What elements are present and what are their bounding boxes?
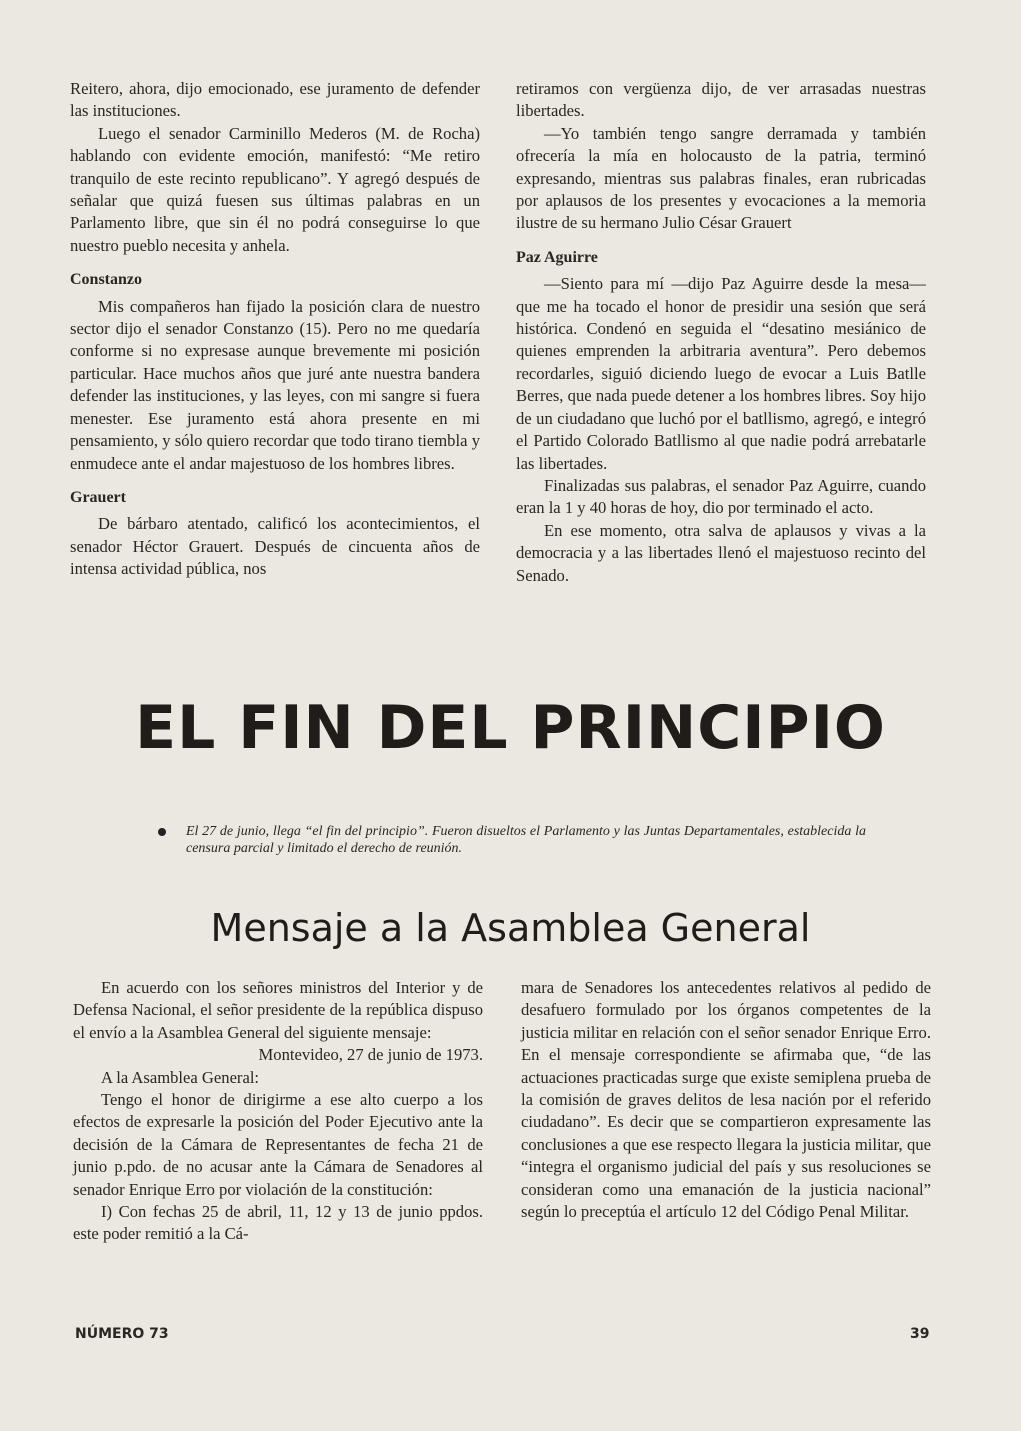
paragraph: Reitero, ahora, dijo emocionado, ese juramento de defender las instituciones. xyxy=(70,79,480,121)
letter-salutation: A la Asamblea General: xyxy=(101,1067,260,1087)
page-number: 39 xyxy=(910,1326,930,1342)
article-column-bottom-right xyxy=(521,977,931,1223)
paragraph: I) Con fechas 25 de abril, 11, 12 y 13 de junio ppdos. este poder remitió a la Cá- xyxy=(73,1202,483,1244)
section-heading-constanzo: Constanzo xyxy=(70,271,143,289)
paragraph: retiramos con vergüenza dijo, de ver arrasadas nuestras libertades. xyxy=(516,79,926,121)
section-heading-grauert: Grauert xyxy=(70,488,126,506)
paragraph: Luego el senador Carminillo Mederos (M. de Rocha) hablando con evidente emoción, manifestó: “Me retiro tranquilo de este recinto republicano”. Y agregó después de señalar que quizá fuesen sus últimas palabras en un Parlamento libre, que sin él no podrá conseguirse lo que nuestro pueblo necesita y anhela. xyxy=(70,123,480,255)
issue-number: NÚMERO 73 xyxy=(75,1326,169,1342)
paragraph: Tengo el honor de dirigirme a ese alto cuerpo a los efectos de expresarle la posición del Poder Ejecutivo ante la decisión de la Cámara de Representantes de fecha 21 de junio p.pdo. de no acusar ante la Cámara de Senadores al senador Enrique Erro por violación de la constitución: xyxy=(73,1090,483,1199)
letter-date: Montevideo, 27 de junio de 1973. xyxy=(258,1045,483,1065)
paragraph: mara de Senadores los antecedentes relativos al pedido de desafuero formulado por los órganos competentes de la justicia militar en relación con el señor senador Enrique Erro. En el mensaje correspondiente se afirmaba que, “de las actuaciones practicadas surge que existe semiplena prueba de la comisión de graves delitos de lesa nación por el referido ciudadano”. Es decir que se compartieron expresamente las conclusiones a que ese respecto llegara la justicia militar, que “integra el organismo judicial del país y sus resoluciones se consideran como una emanación de la justicia nacional” según lo preceptúa el artículo 12 del Código Penal Militar. xyxy=(521,978,931,1222)
paragraph: —Yo también tengo sangre derramada y también ofrecería la mía en holocausto de la patria, terminó expresando, mientras sus palabras finales, eran rubricadas por aplausos de los presentes y evocaciones a la memoria ilustre de su hermano Julio César Grauert xyxy=(516,123,926,233)
paragraph: Mis compañeros han fijado la posición clara de nuestro sector dijo el senador Constanzo (15). Pero no me quedaría conforme si no expresase aunque brevemente mi posición particular. Hace muchos años que juré ante nuestra bandera defender las instituciones, y las leyes, con mi sangre si fuera menester. Ese juramento está ahora presente en mi pensamiento, y sólo quiero recordar que todo tirano tiembla y enmudece ante el andar majestuoso de los hombres libres. xyxy=(70,296,480,473)
lead-summary: El 27 de junio, llega “el fin del principio”. Fueron disueltos el Parlamento y las Juntas Departamentales, establecida la censura parcial y limitado el derecho de reunión. xyxy=(186,824,866,856)
subheadline: Mensaje a la Asamblea General xyxy=(210,906,811,950)
paragraph: De bárbaro atentado, calificó los acontecimientos, el senador Héctor Grauert. Después de cincuenta años de intensa actividad pública, nos xyxy=(70,514,480,579)
article-column-top-right xyxy=(516,78,926,587)
headline: EL FIN DEL PRINCIPIO xyxy=(135,693,886,763)
article-column-top-left xyxy=(70,78,480,581)
paragraph: En ese momento, otra salva de aplausos y vivas a la democracia y a las libertades llenó el majestuoso recinto del Senado. xyxy=(516,520,926,585)
article-column-bottom-left xyxy=(73,977,483,1246)
paragraph: —Siento para mí —dijo Paz Aguirre desde la mesa— que me ha tocado el honor de presidir una sesión que será histórica. Condenó en seguida el “desatino mesiánico de quienes emprenden la arbitraria aventura”. Pero debemos recordarles, siguió diciendo luego de evocar a Luis Batlle Berres, que nada puede detener a los hombres libres. Soy hijo de un ciudadano que luchó por el batllismo, agregó, e integró el Partido Colorado Batllismo al que nadie podrá arrebatarle las libertades. xyxy=(516,274,926,473)
paragraph: Finalizadas sus palabras, el senador Paz Aguirre, cuando eran la 1 y 40 horas de hoy, dio por terminado el acto. xyxy=(516,475,926,518)
bullet-icon xyxy=(158,828,166,836)
paragraph: En acuerdo con los señores ministros del Interior y de Defensa Nacional, el señor presidente de la república dispuso el envío a la Asamblea General del siguiente mensaje: xyxy=(73,978,483,1042)
section-heading-paz-aguirre: Paz Aguirre xyxy=(516,248,598,266)
